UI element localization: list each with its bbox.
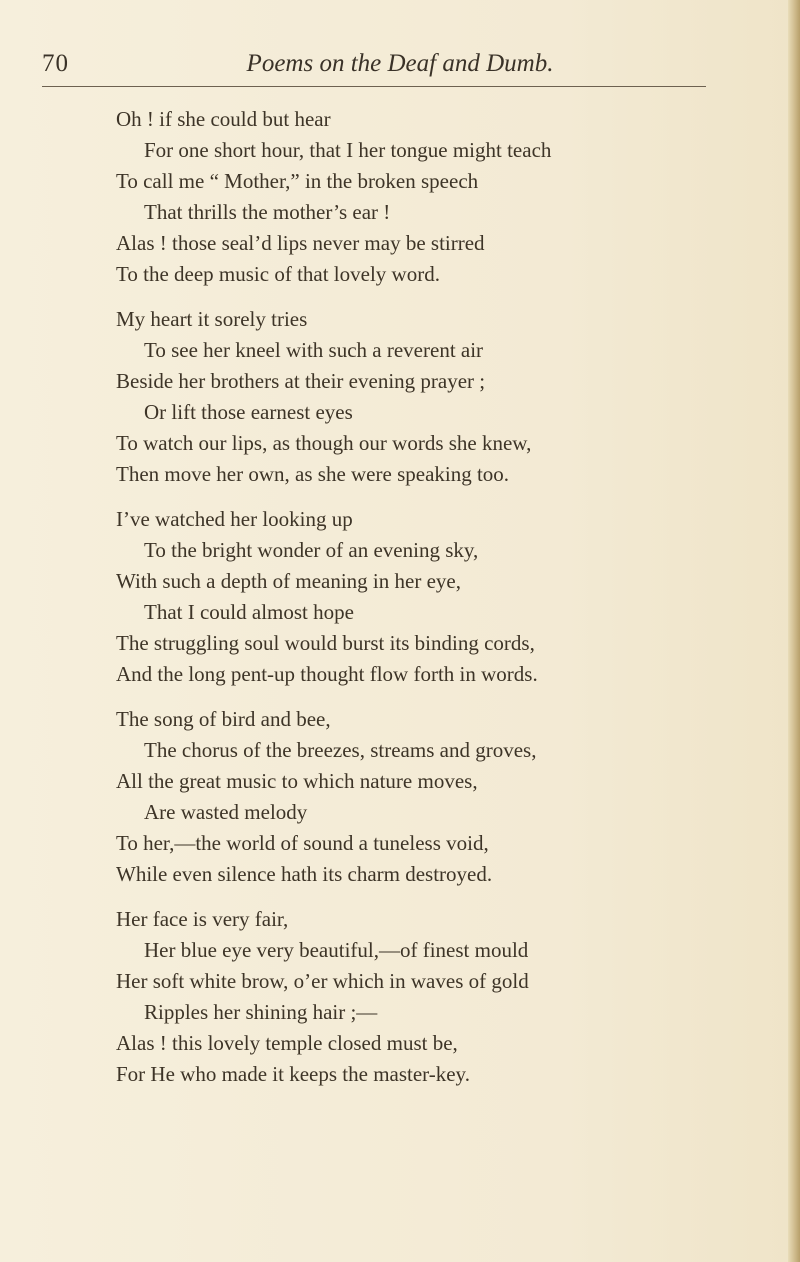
poem-line: To the bright wonder of an evening sky,	[144, 538, 479, 562]
poem-line: Ripples her shining hair ;—	[144, 1000, 378, 1024]
poem-line: Or lift those earnest eyes	[144, 400, 353, 424]
poem-line: For one short hour, that I her tongue might teach	[144, 138, 552, 162]
poem-line: Oh ! if she could but hear	[116, 107, 331, 131]
poem-line: To see her kneel with such a reverent air	[144, 338, 484, 362]
poem-line: All the great music to which nature moves,	[116, 769, 478, 793]
running-head: Poems on the Deaf and Dumb.	[246, 50, 554, 77]
poem-line: Beside her brothers at their evening prayer ;	[116, 369, 486, 393]
poem-line: That I could almost hope	[144, 600, 354, 624]
poem	[0, 104, 800, 1104]
poem-line: The chorus of the breezes, streams and groves,	[144, 738, 537, 762]
poem-line: While even silence hath its charm destroyed.	[116, 862, 493, 886]
poem-line: I’ve watched her looking up	[116, 507, 353, 531]
poem-line: Her blue eye very beautiful,—of finest mould	[144, 938, 529, 962]
stanza	[0, 504, 800, 690]
stanza	[0, 104, 800, 290]
stanza	[0, 904, 800, 1090]
poem-line: For He who made it keeps the master-key.	[116, 1062, 470, 1086]
poem-line: Are wasted melody	[144, 800, 308, 824]
poem-line: The struggling soul would burst its binding cords,	[116, 631, 535, 655]
poem-line: Alas ! this lovely temple closed must be,	[116, 1031, 458, 1055]
poem-line: And the long pent-up thought flow forth in words.	[116, 662, 538, 686]
poem-line: To watch our lips, as though our words she knew,	[116, 431, 532, 455]
poem-line: Then move her own, as she were speaking too.	[116, 462, 510, 486]
poem-line: To her,—the world of sound a tuneless void,	[116, 831, 489, 855]
poem-line: With such a depth of meaning in her eye,	[116, 569, 461, 593]
poem-line: To call me “ Mother,” in the broken speech	[116, 169, 479, 193]
poem-line: The song of bird and bee,	[116, 707, 331, 731]
poem-line: That thrills the mother’s ear !	[144, 200, 391, 224]
poem-line: To the deep music of that lovely word.	[116, 262, 440, 286]
poem-line: My heart it sorely tries	[116, 307, 308, 331]
poem-line: Her soft white brow, o’er which in waves of gold	[116, 969, 529, 993]
stanza	[0, 704, 800, 890]
stanza	[0, 304, 800, 490]
header-rule	[42, 86, 706, 87]
poem-line: Alas ! those seal’d lips never may be stirred	[116, 231, 485, 255]
page-header	[0, 40, 800, 84]
page-number: 70	[42, 50, 69, 77]
poem-line: Her face is very fair,	[116, 907, 289, 931]
